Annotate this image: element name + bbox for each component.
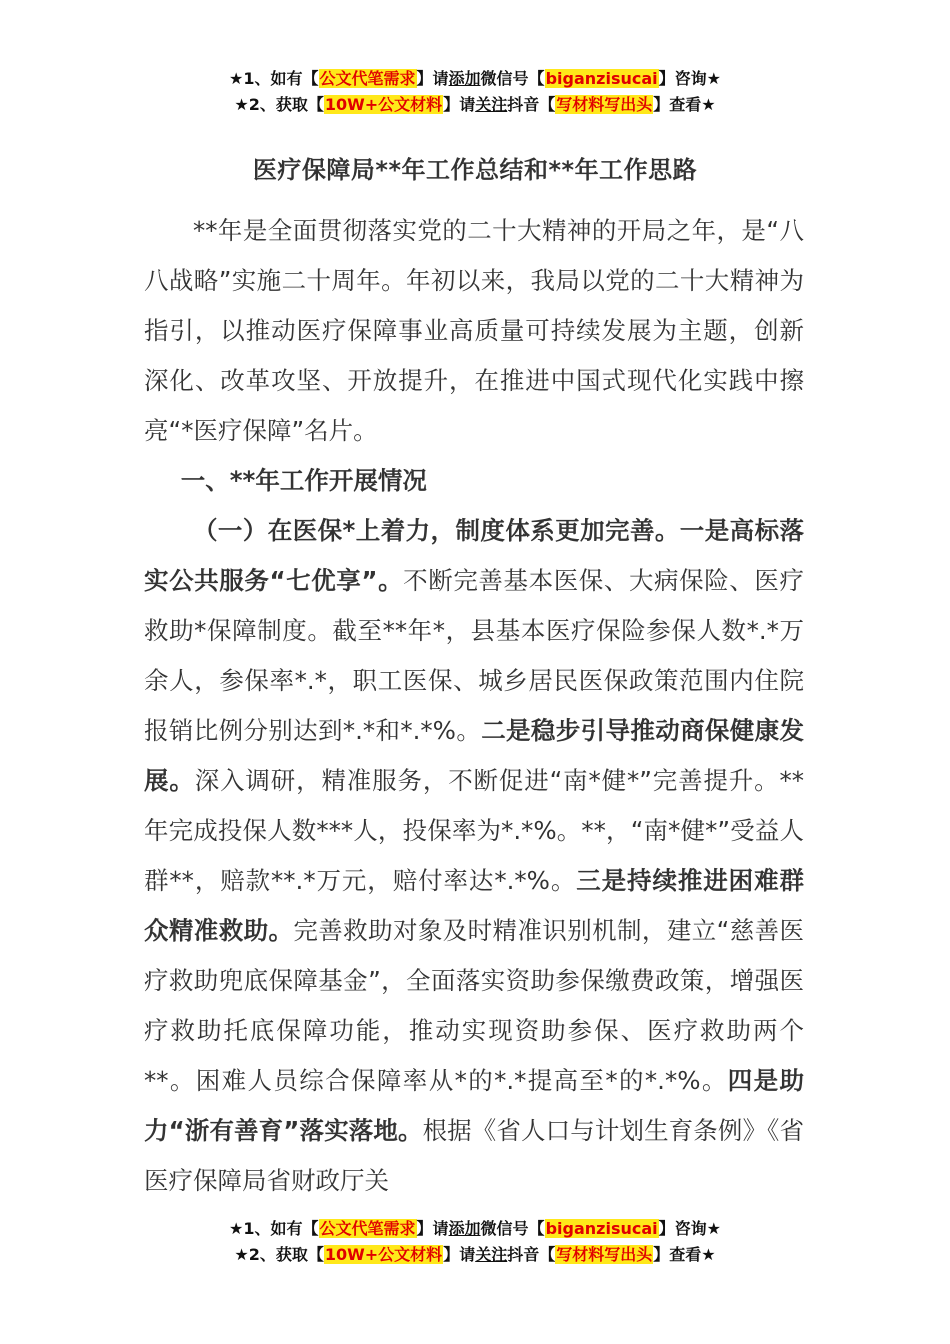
promo-banner-top xyxy=(0,66,950,118)
star-icon: ★ xyxy=(234,95,249,114)
douyin-id-highlight: 写材料写出头 xyxy=(556,95,653,114)
document-title: 医疗保障局**年工作总结和**年工作思路 xyxy=(252,156,698,184)
promo-text: 】请 xyxy=(416,1219,449,1238)
promo-underline: 关注 xyxy=(475,1245,508,1264)
star-icon: ★ xyxy=(229,1219,244,1238)
promo-text: 】咨询 xyxy=(658,1219,707,1238)
promo-text: 抖音【 xyxy=(507,1245,556,1264)
bold-lead: 二是稳步引导推动商保健康发展。 xyxy=(144,716,805,795)
promo-text: 】咨询 xyxy=(658,69,707,88)
promo-text: 1、如有【 xyxy=(243,1219,319,1238)
promo-text: 1、如有【 xyxy=(243,69,319,88)
star-icon: ★ xyxy=(701,95,716,114)
promo-banner-bottom xyxy=(0,1216,950,1268)
promo-text: 微信号【 xyxy=(480,69,545,88)
promo-line-1 xyxy=(0,1216,950,1242)
promo-text: 】查看 xyxy=(653,1245,702,1264)
promo-line-2 xyxy=(0,92,950,118)
document-body xyxy=(144,206,804,1206)
promo-underline: 添加 xyxy=(448,69,481,88)
promo-highlight: 公文代笔需求 xyxy=(319,1219,416,1238)
section-heading: 一、**年工作开展情况 xyxy=(180,466,427,495)
promo-highlight: 10W+公文材料 xyxy=(324,1245,443,1264)
promo-text: 】请 xyxy=(443,95,476,114)
promo-text: 微信号【 xyxy=(480,1219,545,1238)
intro-paragraph: **年是全面贯彻落实党的二十大精神的开局之年，是“八八战略”实施二十周年。年初以来，我局以党的二十大精神为指引，以推动医疗保障事业高质量可持续发展为主题，创新深化、改革攻坚、开放提升，在推进中国式现代化实践中擦亮“*医疗保障”名片。 xyxy=(144,216,804,445)
douyin-id-highlight: 写材料写出头 xyxy=(556,1245,653,1264)
promo-underline: 关注 xyxy=(475,95,508,114)
star-icon: ★ xyxy=(701,1245,716,1264)
wechat-id-highlight: biganzisucai xyxy=(545,1219,658,1238)
paragraph-text: 根据《省人口与计划生育条例》《省医疗保障局省财政厅关 xyxy=(144,1116,805,1195)
section-paragraph xyxy=(144,506,804,1206)
bold-lead: （一）在医保*上着力，制度体系更加完善。一是高标落实公共服务“七优享”。 xyxy=(144,516,804,595)
promo-underline: 添加 xyxy=(448,1219,481,1238)
paragraph-text: 深入调研，精准服务，不断促进“南*健*”完善提升。**年完成投保人数***人，投保率为*.*%。**，“南*健*”受益人群**，赔款**.*万元，赔付率达*.*%。 xyxy=(144,766,804,895)
promo-text: 】查看 xyxy=(653,95,702,114)
star-icon: ★ xyxy=(706,69,721,88)
promo-text: 】请 xyxy=(416,69,449,88)
paragraph-text: 完善救助对象及时精准识别机制，建立“慈善医疗救助兜底保障基金”，全面落实资助参保缴费政策，增强医疗救助托底保障功能，推动实现资助参保、医疗救助两个**。困难人员综合保障率从*的*.*提高至*的*.*%。 xyxy=(144,916,805,1095)
promo-text: 抖音【 xyxy=(507,95,556,114)
star-icon: ★ xyxy=(234,1245,249,1264)
promo-line-1 xyxy=(0,66,950,92)
promo-text: 2、获取【 xyxy=(248,1245,324,1264)
star-icon: ★ xyxy=(706,1219,721,1238)
promo-highlight: 公文代笔需求 xyxy=(319,69,416,88)
promo-line-2 xyxy=(0,1242,950,1268)
bold-lead: 四是助力“浙有善育”落实落地。 xyxy=(144,1066,804,1145)
promo-text: 2、获取【 xyxy=(248,95,324,114)
star-icon: ★ xyxy=(229,69,244,88)
paragraph-text: 不断完善基本医保、大病保险、医疗救助*保障制度。截至**年*，县基本医疗保险参保人数*.*万余人，参保率*.*，职工医保、城乡居民医保政策范围内住院报销比例分别达到*.*和*.*%。 xyxy=(144,566,804,745)
wechat-id-highlight: biganzisucai xyxy=(545,69,658,88)
promo-text: 】请 xyxy=(443,1245,476,1264)
bold-lead: 三是持续推进困难群众精准救助。 xyxy=(144,866,804,945)
promo-highlight: 10W+公文材料 xyxy=(324,95,443,114)
